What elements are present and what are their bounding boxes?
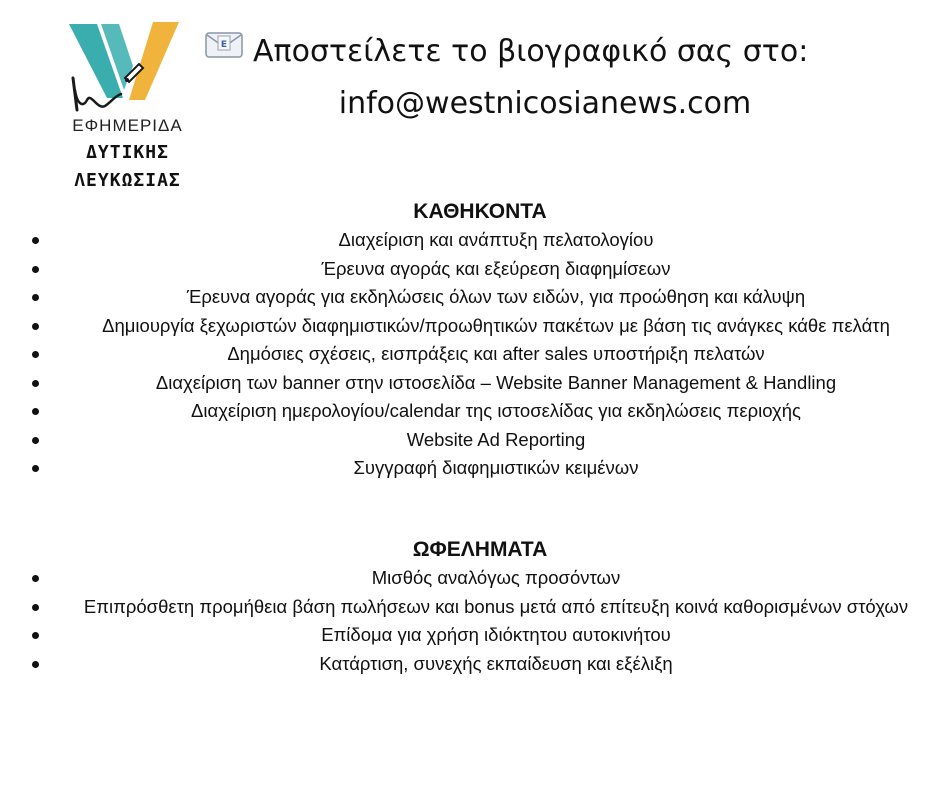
cv-instruction-text: Αποστείλετε το βιογραφικό σας στο:: [253, 34, 809, 69]
bullet-icon: [32, 266, 39, 273]
list-item: Επίδομα για χρήση ιδιόκτητου αυτοκινήτου: [0, 621, 940, 650]
benefits-section: [0, 536, 940, 678]
bullet-icon: [32, 351, 39, 358]
duties-list: [0, 226, 940, 483]
list-item: Δημόσιες σχέσεις, εισπράξεις και after sales υποστήριξη πελατών: [0, 340, 940, 369]
list-item: Έρευνα αγοράς για εκδηλώσεις όλων των ειδών, για προώθηση και κάλυψη: [0, 283, 940, 312]
cv-instruction: [205, 34, 925, 70]
duties-title: ΚΑΘΗΚΟΝΤΑ: [413, 200, 547, 223]
benefits-title: ΩΦΕΛΗΜΑΤΑ: [412, 538, 548, 561]
list-item: Μισθός αναλόγως προσόντων: [0, 564, 940, 593]
envelope-icon: [205, 31, 243, 66]
svg-text:E: E: [220, 40, 228, 50]
list-item: Συγγραφή διαφημιστικών κειμένων: [0, 454, 940, 483]
logo-text-line2: ΔΥΤΙΚΗΣ: [86, 142, 169, 163]
bullet-icon: [32, 575, 39, 582]
bullet-icon: [32, 380, 39, 387]
bullet-icon: [32, 237, 39, 244]
logo-text-line3: ΛΕΥΚΩΣΙΑΣ: [74, 170, 181, 191]
logo-text-line1: ΕΦΗΜΕΡΙΔΑ: [72, 116, 183, 135]
bullet-icon: [32, 323, 39, 330]
bullet-icon: [32, 604, 39, 611]
list-item: Διαχείριση και ανάπτυξη πελατολογίου: [0, 226, 940, 255]
duties-section: [0, 198, 940, 483]
contact-email: info@westnicosianews.com: [338, 86, 752, 121]
list-item: Έρευνα αγοράς και εξεύρεση διαφημίσεων: [0, 255, 940, 284]
list-item: Διαχείριση των banner στην ιστοσελίδα – Website Banner Management & Handling: [0, 369, 940, 398]
list-item: Επιπρόσθετη προμήθεια βάση πωλήσεων και bonus μετά από επίτευξη κοινά καθορισμένων στόχων: [0, 593, 940, 622]
list-item: Κατάρτιση, συνεχής εκπαίδευση και εξέλιξη: [0, 650, 940, 679]
bullet-icon: [32, 437, 39, 444]
list-item: Website Ad Reporting: [0, 426, 940, 455]
list-item: Δημιουργία ξεχωριστών διαφημιστικών/προωθητικών πακέτων με βάση τις ανάγκες κάθε πελάτη: [0, 312, 940, 341]
benefits-list: [0, 564, 940, 678]
bullet-icon: [32, 632, 39, 639]
bullet-icon: [32, 408, 39, 415]
bullet-icon: [32, 465, 39, 472]
list-item: Διαχείριση ημερολογίου/calendar της ιστοσελίδας για εκδηλώσεις περιοχής: [0, 397, 940, 426]
bullet-icon: [32, 294, 39, 301]
bullet-icon: [32, 661, 39, 668]
